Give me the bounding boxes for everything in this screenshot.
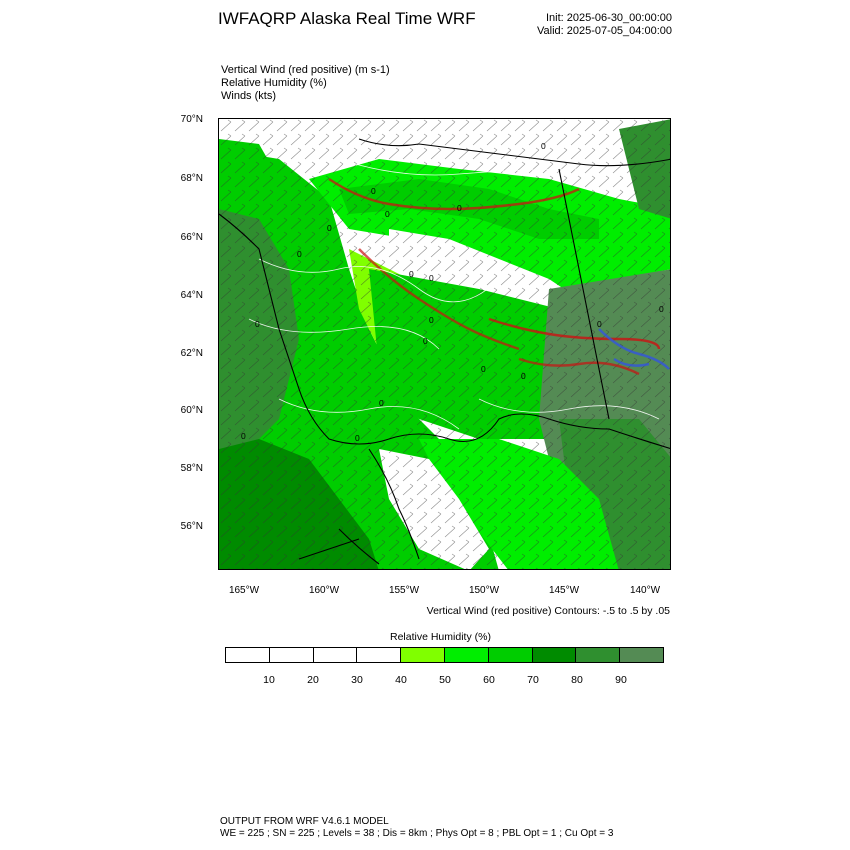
contour-label: 0 — [429, 315, 434, 325]
contour-label: 0 — [457, 203, 462, 213]
colorbar-tick: 70 — [527, 674, 539, 686]
model-info-line2: WE = 225 ; SN = 225 ; Levels = 38 ; Dis = 8km ; Phys Opt = 8 ; PBL Opt = 1 ; Cu Opt = 3 — [220, 828, 614, 839]
plot-title: IWFAQRP Alaska Real Time WRF — [218, 9, 476, 28]
init-time: Init: 2025-06-30_00:00:00 — [546, 12, 672, 24]
contour-label: 0 — [541, 141, 546, 151]
lon-label: 150°W — [468, 585, 500, 596]
colorbar-cell — [226, 648, 270, 662]
field-winds: Winds (kts) — [221, 90, 276, 102]
lat-label: 64°N — [180, 290, 203, 301]
contour-label: 0 — [255, 319, 260, 329]
field-list — [221, 64, 390, 103]
map-canvas — [219, 119, 671, 570]
colorbar-tick: 90 — [615, 674, 627, 686]
colorbar-cell — [357, 648, 401, 662]
colorbar-cell — [314, 648, 358, 662]
lon-label: 160°W — [308, 585, 340, 596]
colorbar-tick: 80 — [571, 674, 583, 686]
contour-label: 0 — [481, 364, 486, 374]
colorbar-tick: 40 — [395, 674, 407, 686]
contour-label: 0 — [327, 223, 332, 233]
colorbar-tick: 20 — [307, 674, 319, 686]
field-relative-humidity: Relative Humidity (%) — [221, 77, 327, 89]
colorbar-tick: 30 — [351, 674, 363, 686]
lon-label: 140°W — [629, 585, 661, 596]
contours-note: Vertical Wind (red positive) Contours: -.5 to .5 by .05 — [426, 605, 670, 617]
colorbar-cell — [533, 648, 577, 662]
colorbar-cell — [576, 648, 620, 662]
colorbar-cell — [401, 648, 445, 662]
colorbar — [225, 647, 664, 663]
colorbar-tick: 10 — [263, 674, 275, 686]
colorbar-title: Relative Humidity (%) — [390, 631, 491, 643]
model-info — [220, 816, 613, 840]
colorbar-tick: 60 — [483, 674, 495, 686]
lon-label: 155°W — [388, 585, 420, 596]
lat-label: 58°N — [180, 463, 203, 474]
colorbar-cell — [489, 648, 533, 662]
contour-label: 0 — [385, 209, 390, 219]
model-info-line1: OUTPUT FROM WRF V4.6.1 MODEL — [220, 816, 389, 827]
field-vertical-wind: Vertical Wind (red positive) (m s-1) — [221, 64, 390, 76]
colorbar-cell — [445, 648, 489, 662]
contour-label: 0 — [521, 371, 526, 381]
contour-label: 0 — [241, 431, 246, 441]
contour-label: 0 — [423, 336, 428, 346]
colorbar-tick: 50 — [439, 674, 451, 686]
lat-label: 68°N — [180, 173, 203, 184]
colorbar-cell — [270, 648, 314, 662]
lon-label: 145°W — [548, 585, 580, 596]
contour-label: 0 — [297, 249, 302, 259]
lat-label: 60°N — [180, 405, 203, 416]
contour-label: 0 — [409, 269, 414, 279]
contour-label: 0 — [597, 319, 602, 329]
contour-label: 0 — [429, 273, 434, 283]
contour-label: 0 — [379, 398, 384, 408]
colorbar-cell — [620, 648, 663, 662]
lat-label: 70°N — [180, 114, 203, 125]
contour-label: 0 — [355, 433, 360, 443]
lat-label: 62°N — [180, 348, 203, 359]
lat-label: 56°N — [180, 521, 203, 532]
contour-label: 0 — [371, 186, 376, 196]
lon-label: 165°W — [228, 585, 260, 596]
wind-barbs-layer — [219, 119, 671, 570]
contour-label: 0 — [659, 304, 664, 314]
lat-label: 66°N — [180, 232, 203, 243]
init-valid-times — [537, 12, 672, 38]
map-panel — [218, 118, 671, 570]
valid-time: Valid: 2025-07-05_04:00:00 — [537, 25, 672, 37]
